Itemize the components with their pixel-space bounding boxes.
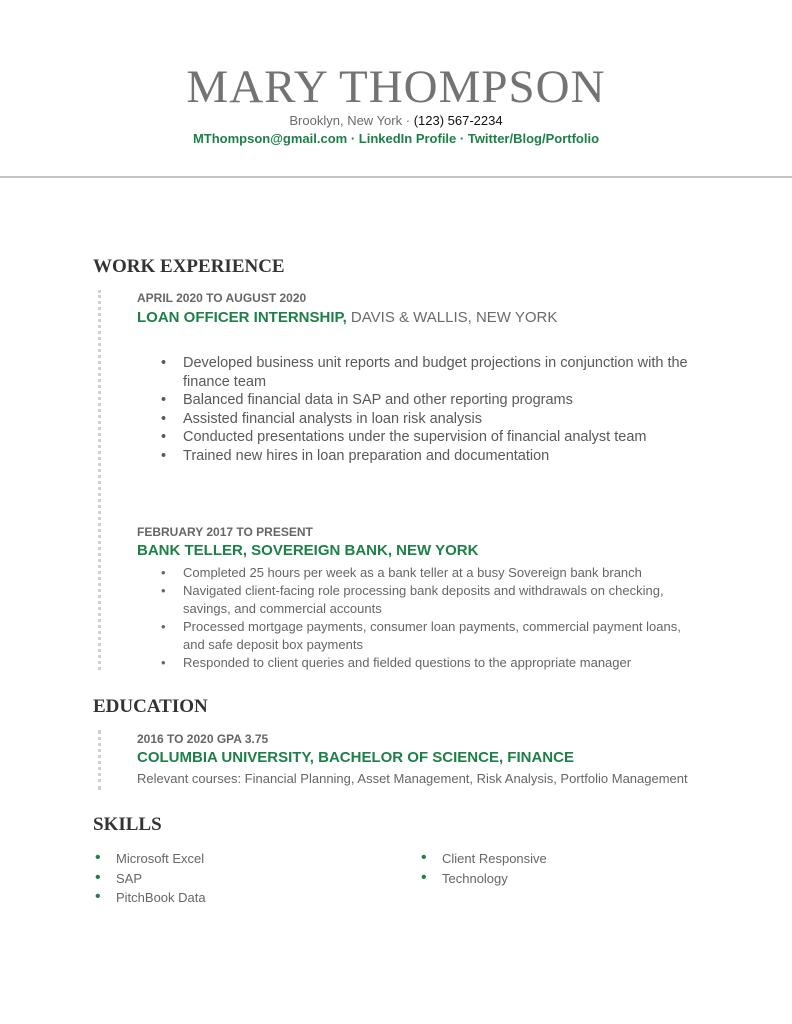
section-heading-skills: SKILLS xyxy=(93,814,162,835)
list-item: • Balanced financial data in SAP and other reporting programs xyxy=(183,391,693,410)
skill-item: • Client Responsive xyxy=(442,849,547,869)
timeline-dotted-line xyxy=(98,730,101,790)
skill-item: • PitchBook Data xyxy=(116,888,206,908)
job-dates: APRIL 2020 TO AUGUST 2020 xyxy=(137,291,307,305)
skill-item: • Microsoft Excel xyxy=(116,849,206,869)
list-item: • Completed 25 hours per week as a bank teller at a busy Sovereign bank branch xyxy=(183,564,693,582)
job-bullets xyxy=(183,564,693,672)
linkedin-link[interactable]: LinkedIn Profile xyxy=(358,131,457,146)
header-divider xyxy=(0,176,792,178)
education-dates: 2016 TO 2020 GPA 3.75 xyxy=(137,732,269,746)
job-role: LOAN OFFICER INTERNSHIP, xyxy=(137,309,347,326)
skills-column-2 xyxy=(442,849,547,888)
education-title: COLUMBIA UNIVERSITY, BACHELOR OF SCIENCE, FINANCE xyxy=(137,749,574,766)
list-item: • Trained new hires in loan preparation and documentation xyxy=(183,447,693,466)
portfolio-link[interactable]: Twitter/Blog/Portfolio xyxy=(467,131,600,146)
skill-item: • SAP xyxy=(116,869,206,889)
list-item: • Processed mortgage payments, consumer loan payments, commercial payment loans, and safe deposit box payments xyxy=(183,618,693,654)
links-line xyxy=(0,131,792,146)
education-courses: Relevant courses: Financial Planning, Asset Management, Risk Analysis, Portfolio Management xyxy=(137,771,688,786)
separator: · xyxy=(347,131,359,146)
job-dates: FEBRUARY 2017 TO PRESENT xyxy=(137,525,313,539)
section-heading-education: EDUCATION xyxy=(93,696,208,717)
list-item: • Navigated client-facing role processing bank deposits and withdrawals on checking, savings, and commercial accounts xyxy=(183,582,693,618)
job-title: BANK TELLER, SOVEREIGN BANK, NEW YORK xyxy=(137,542,479,559)
list-item: • Developed business unit reports and budget projections in conjunction with the finance team xyxy=(183,354,693,391)
list-item: • Conducted presentations under the supervision of financial analyst team xyxy=(183,428,693,447)
section-heading-work: WORK EXPERIENCE xyxy=(93,256,285,277)
job-bullets xyxy=(183,354,693,465)
separator: · xyxy=(456,131,468,146)
location: Brooklyn, New York xyxy=(289,113,403,128)
phone: (123) 567-2234 xyxy=(413,113,503,128)
job-employer: DAVIS & WALLIS, NEW YORK xyxy=(346,309,558,326)
list-item: • Assisted financial analysts in loan risk analysis xyxy=(183,410,693,429)
list-item: • Responded to client queries and fielded questions to the appropriate manager xyxy=(183,654,693,672)
contact-line xyxy=(0,113,792,128)
skills-column-1 xyxy=(116,849,206,908)
job-title xyxy=(137,309,557,326)
candidate-name: MARY THOMPSON xyxy=(186,61,606,113)
skill-item: • Technology xyxy=(442,869,547,889)
email-link[interactable]: MThompson@gmail.com xyxy=(192,131,348,146)
timeline-dotted-line xyxy=(98,290,101,670)
separator: · xyxy=(402,113,414,128)
